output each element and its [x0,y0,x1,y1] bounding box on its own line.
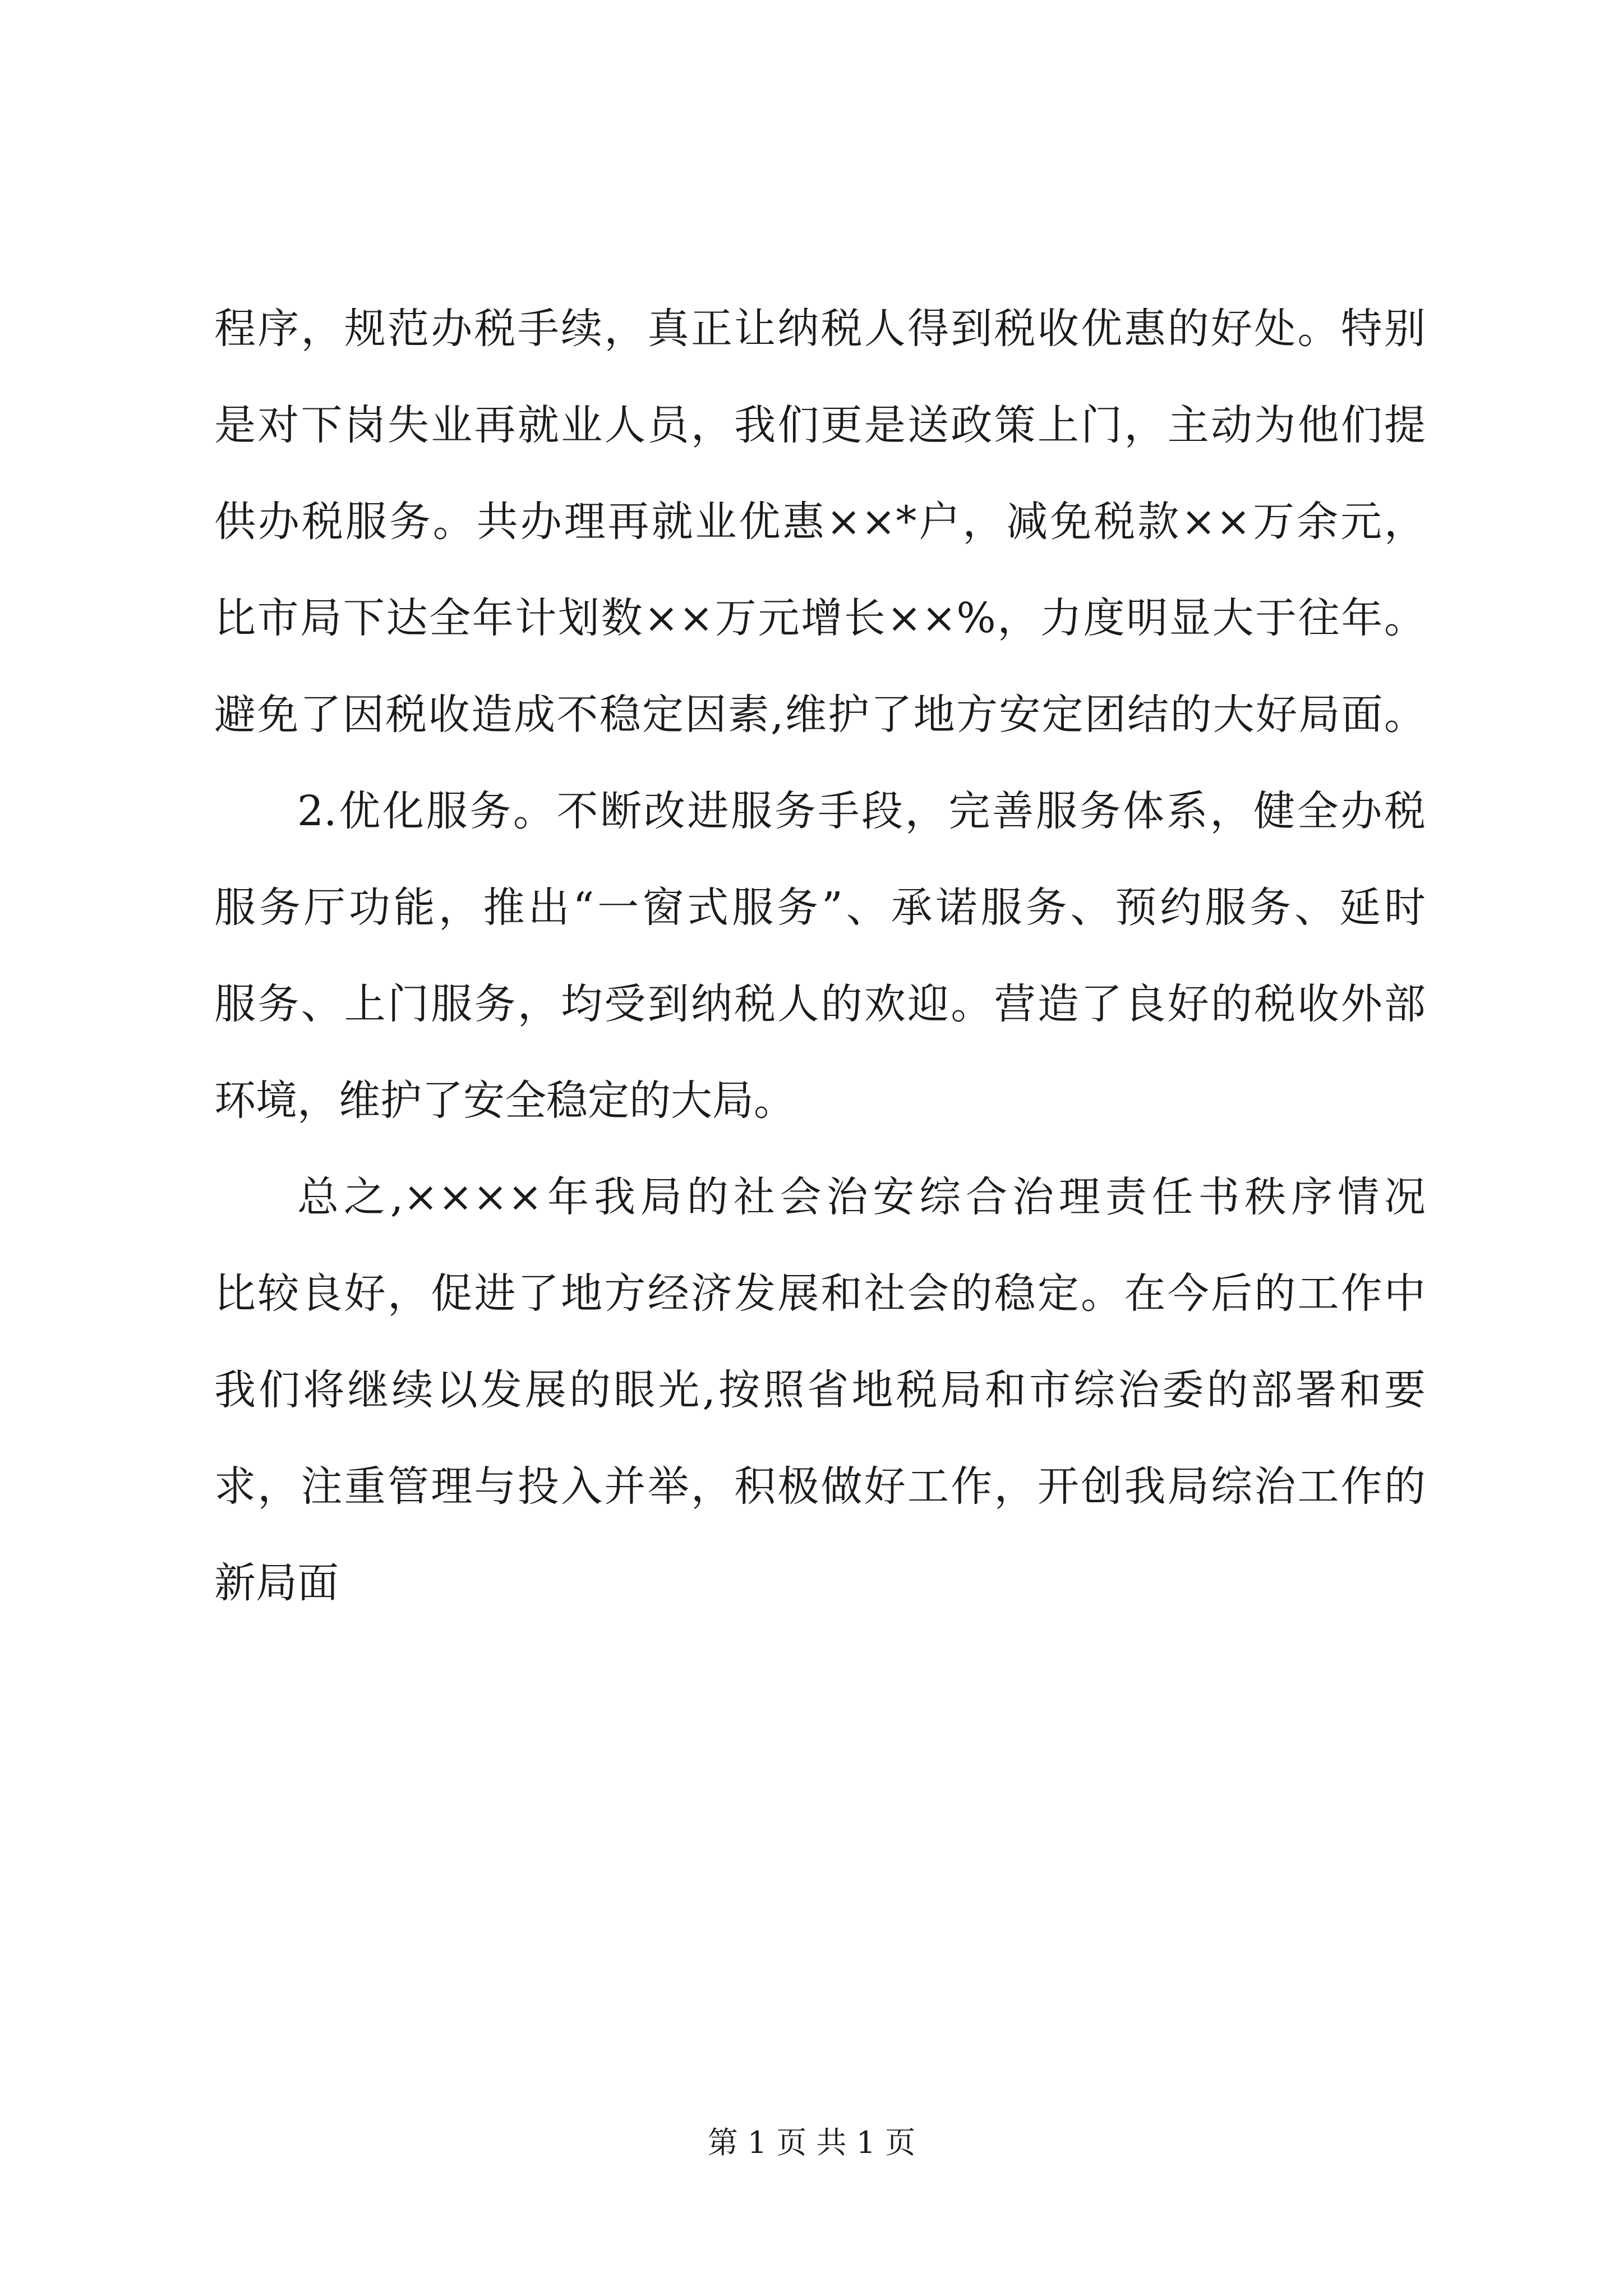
paragraph-1-line-3: 供办税服务。共办理再就业优惠××*户，减免税款××万余元， [214,498,1426,546]
paragraph-3-line-5: 新局面 [214,1559,339,1607]
paragraph-1-line-2: 是对下岗失业再就业人员，我们更是送政策上门，主动为他们提 [214,401,1426,449]
page-number-footer: 第 1 页 共 1 页 [707,2125,916,2160]
document-body [214,280,1426,1631]
paragraph-2-line-2: 服务厅功能，推出“一窗式服务”、承诺服务、预约服务、延时 [214,884,1426,932]
paragraph-2-line-1: 2.优化服务。不断改进服务手段，完善服务体系，健全办税 [297,787,1426,835]
paragraph-2-line-4: 环境，维护了安全稳定的大局。 [214,1076,795,1125]
paragraph-1-line-5: 避免了因税收造成不稳定因素,维护了地方安定团结的大好局面。 [214,691,1426,739]
paragraph-1-line-1: 程序，规范办税手续，真正让纳税人得到税收优惠的好处。特别 [214,305,1426,353]
paragraph-1-line-4: 比市局下达全年计划数××万元增长××%，力度明显大于往年。 [214,594,1426,642]
paragraph-3-line-3: 我们将继续以发展的眼光,按照省地税局和市综治委的部署和要 [214,1366,1426,1414]
paragraph-3-line-1: 总之,××××年我局的社会治安综合治理责任书秩序情况 [297,1173,1426,1221]
paragraph-3-line-2: 比较良好，促进了地方经济发展和社会的稳定。在今后的工作中 [214,1269,1426,1318]
paragraph-2-line-3: 服务、上门服务，均受到纳税人的欢迎。营造了良好的税收外部 [214,980,1426,1028]
paragraph-3-line-4: 求，注重管理与投入并举，积极做好工作，开创我局综治工作的 [214,1462,1426,1511]
